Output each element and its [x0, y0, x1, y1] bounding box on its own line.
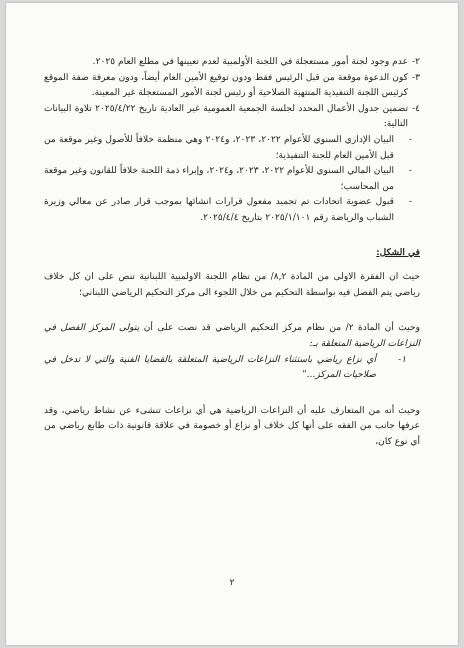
paragraph-article-8: حيث ان الفقرة الاولى من المادة ٨,٢/ من نظام اللجنة الاولمبية اللبنانية تنص على ان كل خلاف رياضي يتم الفصل فيه بواسطة التحكيم من خلال اللجوء الى مركز التحكيم الرياضي اللبناني؛	[44, 272, 421, 298]
section-title: في الشكل:	[376, 246, 420, 258]
dash-bullet-icon: -	[408, 197, 412, 208]
document-page	[6, 3, 458, 645]
bullet-text: البيان المالي السنوي للأعوام ٢٠٢٢، ٢٠٢٣، و٢٠٢٤، وإبراء ذمة اللجنة خلافاً للقانون وغير موقعة من المحاسب؛	[44, 166, 395, 192]
bullet-item	[44, 133, 420, 164]
quoted-item-number: ١-	[398, 354, 406, 365]
dash-bullet-icon: -	[408, 134, 412, 145]
quoted-item-text: أي نزاع رياضي باستثناء النزاعات الرياضية المتعلقة بالقضايا الفنية والتي لا تدخل في صلاحيات المركز..."	[44, 354, 376, 381]
page-content	[44, 55, 420, 450]
item-text: تضمين جدول الأعمال المحدد لجلسة الجمعية العمومية غير العادية تاريخ ٢٠٢٥/٤/٢٢ تلاوة البيانات التالية:	[44, 103, 408, 130]
numbered-item-4	[44, 102, 420, 133]
bullet-text: قبول عضوية اتحادات تم تجميد مفعول قرارات انشائها بموجب قرار صادر عن معالي وزيرة الشباب والرياضة رقم ٢٠٢٥/١/١٠١ بتاريخ ٢٠٢٥/٤/٤.	[44, 197, 394, 223]
paragraph-lead: وحيث أن المادة ٢/ من نظام مركز التحكيم الرياضي قد نصت على أن	[139, 323, 420, 334]
item-number: ٢-	[412, 57, 420, 67]
dash-bullet-icon: -	[408, 166, 412, 177]
quoted-text: يتولى المركز الفصل في النزاعات الرياضية المتعلقة بـ:	[44, 323, 420, 349]
bullet-text: البيان الإداري السنوي للأعوام ٢٠٢٢، ٢٠٢٣، و٢٠٢٤ وهي منظمة خلافاً للأصول وغير موقعة من قبل الأمين العام للجنة التنفيذية؛	[44, 134, 395, 161]
bullet-item	[44, 195, 420, 226]
numbered-item-3	[44, 71, 420, 102]
bullet-item	[44, 164, 420, 195]
item-text: كون الدعوة موقعة من قبل الرئيس فقط ودون توقيع الأمين العام أيضاً، ودون معرفة صفة الموقع كرئيس اللجنة التنفيذية المنتهية الصلاحية أو رئيس لجنة الأمور المستعجلة غير المعينة.	[44, 72, 408, 99]
item-text: عدم وجود لجنة أمور مستعجلة في اللجنة الأولمبية لعدم تعيينها في مطلع العام ٢٠٢٥.	[92, 57, 408, 67]
paragraph-article-2	[44, 321, 420, 352]
paragraph-sports-disputes: وحيث أنه من المتعارف عليه أن النزاعات الرياضية هي أي نزاعات تنشىء عن نشاط رياضي، وقد عرفها جانب من الفقه على أنها كل خلاف أو نزاع أو خصومة في علاقة قانونية ذات طابع رياضي من أي نوع كان،	[44, 405, 420, 447]
numbered-item-2	[44, 55, 420, 71]
page-number: ٢	[229, 578, 235, 588]
quoted-item	[44, 353, 420, 384]
item-number: ٤-	[412, 103, 420, 114]
item-number: ٣-	[412, 72, 420, 83]
